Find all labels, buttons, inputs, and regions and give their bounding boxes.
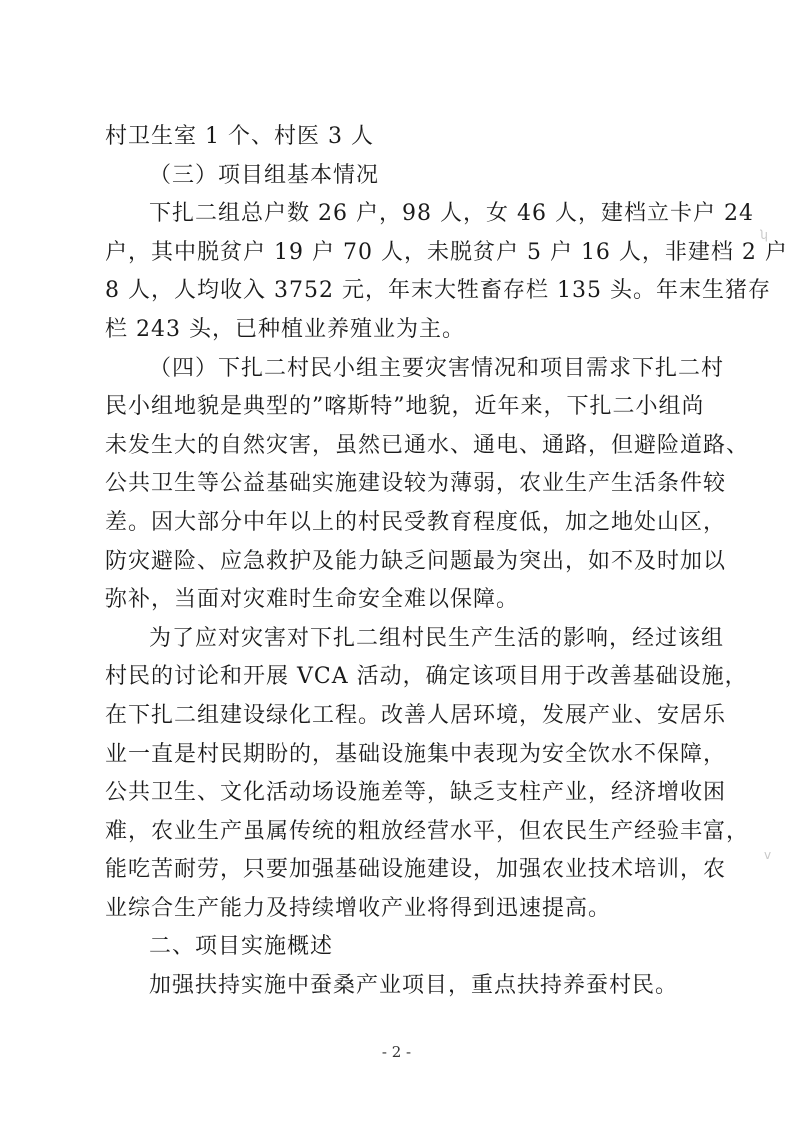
page-number: - 2 - [381,1043,412,1061]
body-line: 户，其中脱贫户 19 户 70 人，未脱贫户 5 户 16 人，非建档 2 户 [105,239,788,265]
body-line: 公共卫生、文化活动场设施差等，缺乏支柱产业，经济增收困 [105,780,727,806]
body-line: 村卫生室 1 个、村医 3 人 [105,124,374,149]
body-line: 差。因大部分中年以上的村民受教育程度低，加之地处山区， [105,509,727,535]
body-line: 业一直是村民期盼的，基础设施集中表现为安全饮水不保障， [105,741,727,767]
body-line: 栏 243 头，已种植业养殖业为主。 [105,316,465,342]
body-line: 未发生大的自然灾害，虽然已通水、通电、通路，但避险道路、 [105,432,750,458]
section-heading: 二、项目实施概述 [149,934,334,960]
body-line: 公共卫生等公益基础实施建设较为薄弱，农业生产生活条件较 [105,471,727,497]
scan-speck: ʮ [760,228,768,242]
body-line: 下扎二组总户数 26 户，98 人，女 46 人，建档立卡户 24 [149,201,754,227]
body-line: 在下扎二组建设绿化工程。改善人居环境，发展产业、安居乐 [105,702,727,728]
body-line: 业综合生产能力及持续增收产业将得到迅速提高。 [105,895,612,921]
body-line: 村民的讨论和开展 VCA 活动，确定该项目用于改善基础设施， [105,664,748,690]
body-line: 防灾避险、应急救护及能力缺乏问题最为突出，如不及时加以 [105,548,727,574]
section-heading: （三）项目组基本情况 [149,162,380,188]
body-line: 8 人，人均收入 3752 元，年末大牲畜存栏 135 头。年末生猪存 [105,278,771,304]
body-line: 弥补，当面对灾难时生命安全难以保障。 [105,587,520,613]
body-line: 难，农业生产虽属传统的粗放经营水平，但农民生产经验丰富， [105,818,750,844]
scan-speck: v [764,848,772,862]
body-line: 民小组地貌是典型的”喀斯特”地貌，近年来，下扎二小组尚 [105,394,705,420]
body-line: 为了应对灾害对下扎二组村民生产生活的影响，经过该组 [149,625,725,651]
document-body [105,118,788,1006]
section-heading: （四）下扎二村民小组主要灾害情况和项目需求下扎二村 [149,355,725,381]
body-line: 加强扶持实施中蚕桑产业项目，重点扶持养蚕村民。 [149,973,679,999]
body-line: 能吃苦耐劳，只要加强基础设施建设，加强农业技术培训，农 [105,857,727,883]
